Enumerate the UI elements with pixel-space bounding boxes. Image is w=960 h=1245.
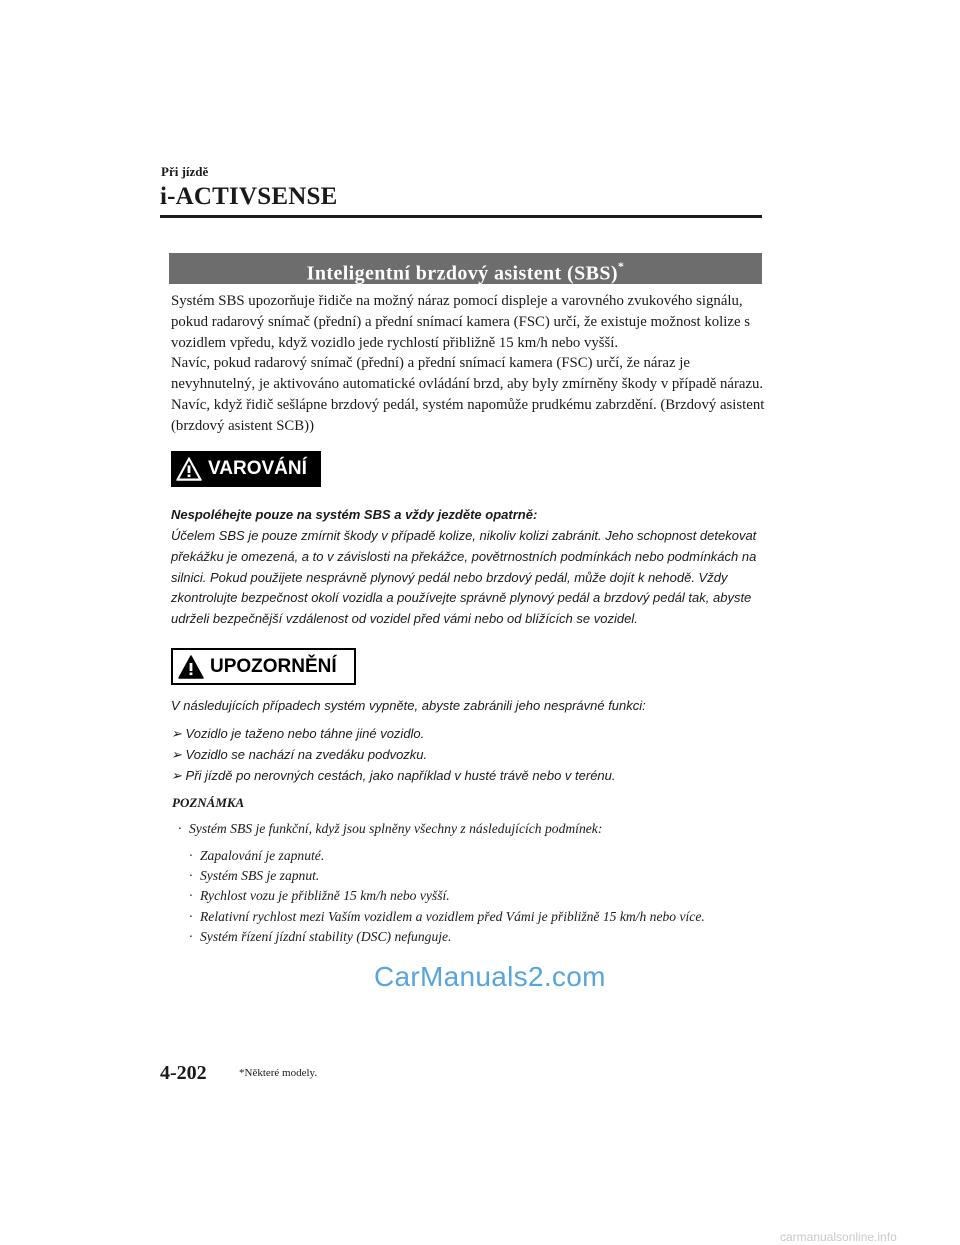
condition-text: Systém SBS je zapnut. bbox=[200, 868, 320, 884]
condition-item bbox=[189, 907, 749, 927]
warning-triangle-icon bbox=[176, 457, 202, 481]
condition-item bbox=[189, 886, 749, 906]
page-number: 4-202 bbox=[160, 1062, 207, 1084]
bullet-dot-icon: · bbox=[189, 888, 193, 904]
condition-text: Rychlost vozu je přibližně 15 km/h nebo vyšší. bbox=[200, 888, 450, 904]
condition-text: Zapalování je zapnuté. bbox=[200, 848, 325, 863]
condition-text: Relativní rychlost mezi Vaším vozidlem a vozidlem před Vámi je přibližně 15 km/h nebo více. bbox=[200, 908, 705, 924]
caution-label: UPOZORNĚNÍ bbox=[210, 655, 337, 677]
condition-text: Systém řízení jízdní stability (DSC) nefunguje. bbox=[200, 928, 452, 944]
caution-item-text: Při jízdě po nerovných cestách, jako například v husté trávě nebo v terénu. bbox=[185, 767, 616, 783]
bullet-dot-icon: · bbox=[189, 848, 193, 863]
bullet-dot-icon: · bbox=[189, 928, 193, 944]
header-rule bbox=[160, 215, 762, 218]
caution-item-text: Vozidlo je taženo nebo táhne jiné vozidlo. bbox=[185, 726, 425, 741]
models-footnote: *Některé modely. bbox=[239, 1067, 318, 1079]
caution-item bbox=[171, 766, 771, 787]
arrow-bullet-icon: ➢ bbox=[171, 746, 182, 762]
warning-label: VAROVÁNÍ bbox=[208, 458, 307, 479]
caution-item-text: Vozidlo se nachází na zvedáku podvozku. bbox=[185, 746, 428, 762]
condition-item bbox=[189, 927, 749, 947]
section-label: Při jízdě bbox=[161, 164, 209, 179]
warning-body: Účelem SBS je pouze zmírnit škody v případě kolize, nikoliv kolizi zabránit. Jeho schopnost detekovat překážku je omezená, a to v závislosti na překážce, povětrnostních podmínkách nebo podmínkách na silnici. Pokud použijete nesprávně plynový pedál nebo brzdový pedál, může dojít k nehodě. Vždy zkontrolujte bezpečnost okolí vozidla a používejte správně plynový pedál a brzdový pedál tak, abyste udrželi bezpečnější vzdálenost od vozidel před vámi nebo od blížících se vozidel. bbox=[171, 528, 757, 627]
note-main-text: Systém SBS je funkční, když jsou splněny všechny z následujících podmínek: bbox=[189, 821, 603, 836]
note-heading: POZNÁMKA bbox=[172, 795, 245, 810]
arrow-bullet-icon: ➢ bbox=[171, 726, 182, 741]
section-title: Inteligentní brzdový asistent (SBS) bbox=[306, 262, 618, 285]
condition-item bbox=[189, 846, 749, 866]
warning-heading: Nespoléhejte pouze na systém SBS a vždy jezděte opatrně: bbox=[171, 507, 538, 522]
models-marker: * bbox=[617, 259, 625, 273]
note-main-item bbox=[178, 819, 602, 839]
watermark-logo: CarManuals2.com bbox=[374, 961, 606, 992]
caution-item bbox=[171, 724, 771, 745]
bullet-dot-icon: · bbox=[178, 821, 182, 836]
section-title-bar bbox=[169, 253, 762, 284]
intro-text bbox=[171, 291, 771, 437]
arrow-bullet-icon: ➢ bbox=[171, 767, 182, 783]
bullet-dot-icon: · bbox=[189, 868, 193, 884]
caution-triangle-icon bbox=[178, 655, 204, 679]
caution-list bbox=[171, 724, 771, 786]
intro-paragraph-3: Navíc, když řidič sešlápne brzdový pedál, systém napomůže prudkému zabrzdění. (Brzdový asistent (brzdový asistent SCB)) bbox=[171, 396, 765, 434]
caution-item bbox=[171, 745, 771, 766]
bullet-dot-icon: · bbox=[189, 908, 193, 924]
caution-label-box bbox=[171, 648, 356, 685]
site-watermark: carmanualsonline.info bbox=[780, 1230, 897, 1244]
chapter-title: i-ACTIVSENSE bbox=[160, 183, 338, 210]
note-conditions-list bbox=[189, 846, 749, 947]
intro-paragraph-2: Navíc, pokud radarový snímač (přední) a přední snímací kamera (FSC) určí, že náraz je nevyhnutelný, je aktivováno automatické ovládání brzd, aby byly zmírněny škody v případě nárazu. bbox=[171, 355, 764, 393]
intro-paragraph-1: Systém SBS upozorňuje řidiče na možný náraz pomocí displeje a varovného zvukového signálu, pokud radarový snímač (přední) a přední snímací kamera (FSC) určí, že existuje možnost kolize s vozidlem vpředu, když vozidlo jede rychlostí přibližně 15 km/h nebo vyšší. bbox=[171, 293, 750, 351]
warning-label-box bbox=[171, 451, 321, 487]
condition-item bbox=[189, 866, 749, 886]
caution-intro: V následujících případech systém vypněte, abyste zabránili jeho nesprávné funkci: bbox=[171, 698, 646, 713]
